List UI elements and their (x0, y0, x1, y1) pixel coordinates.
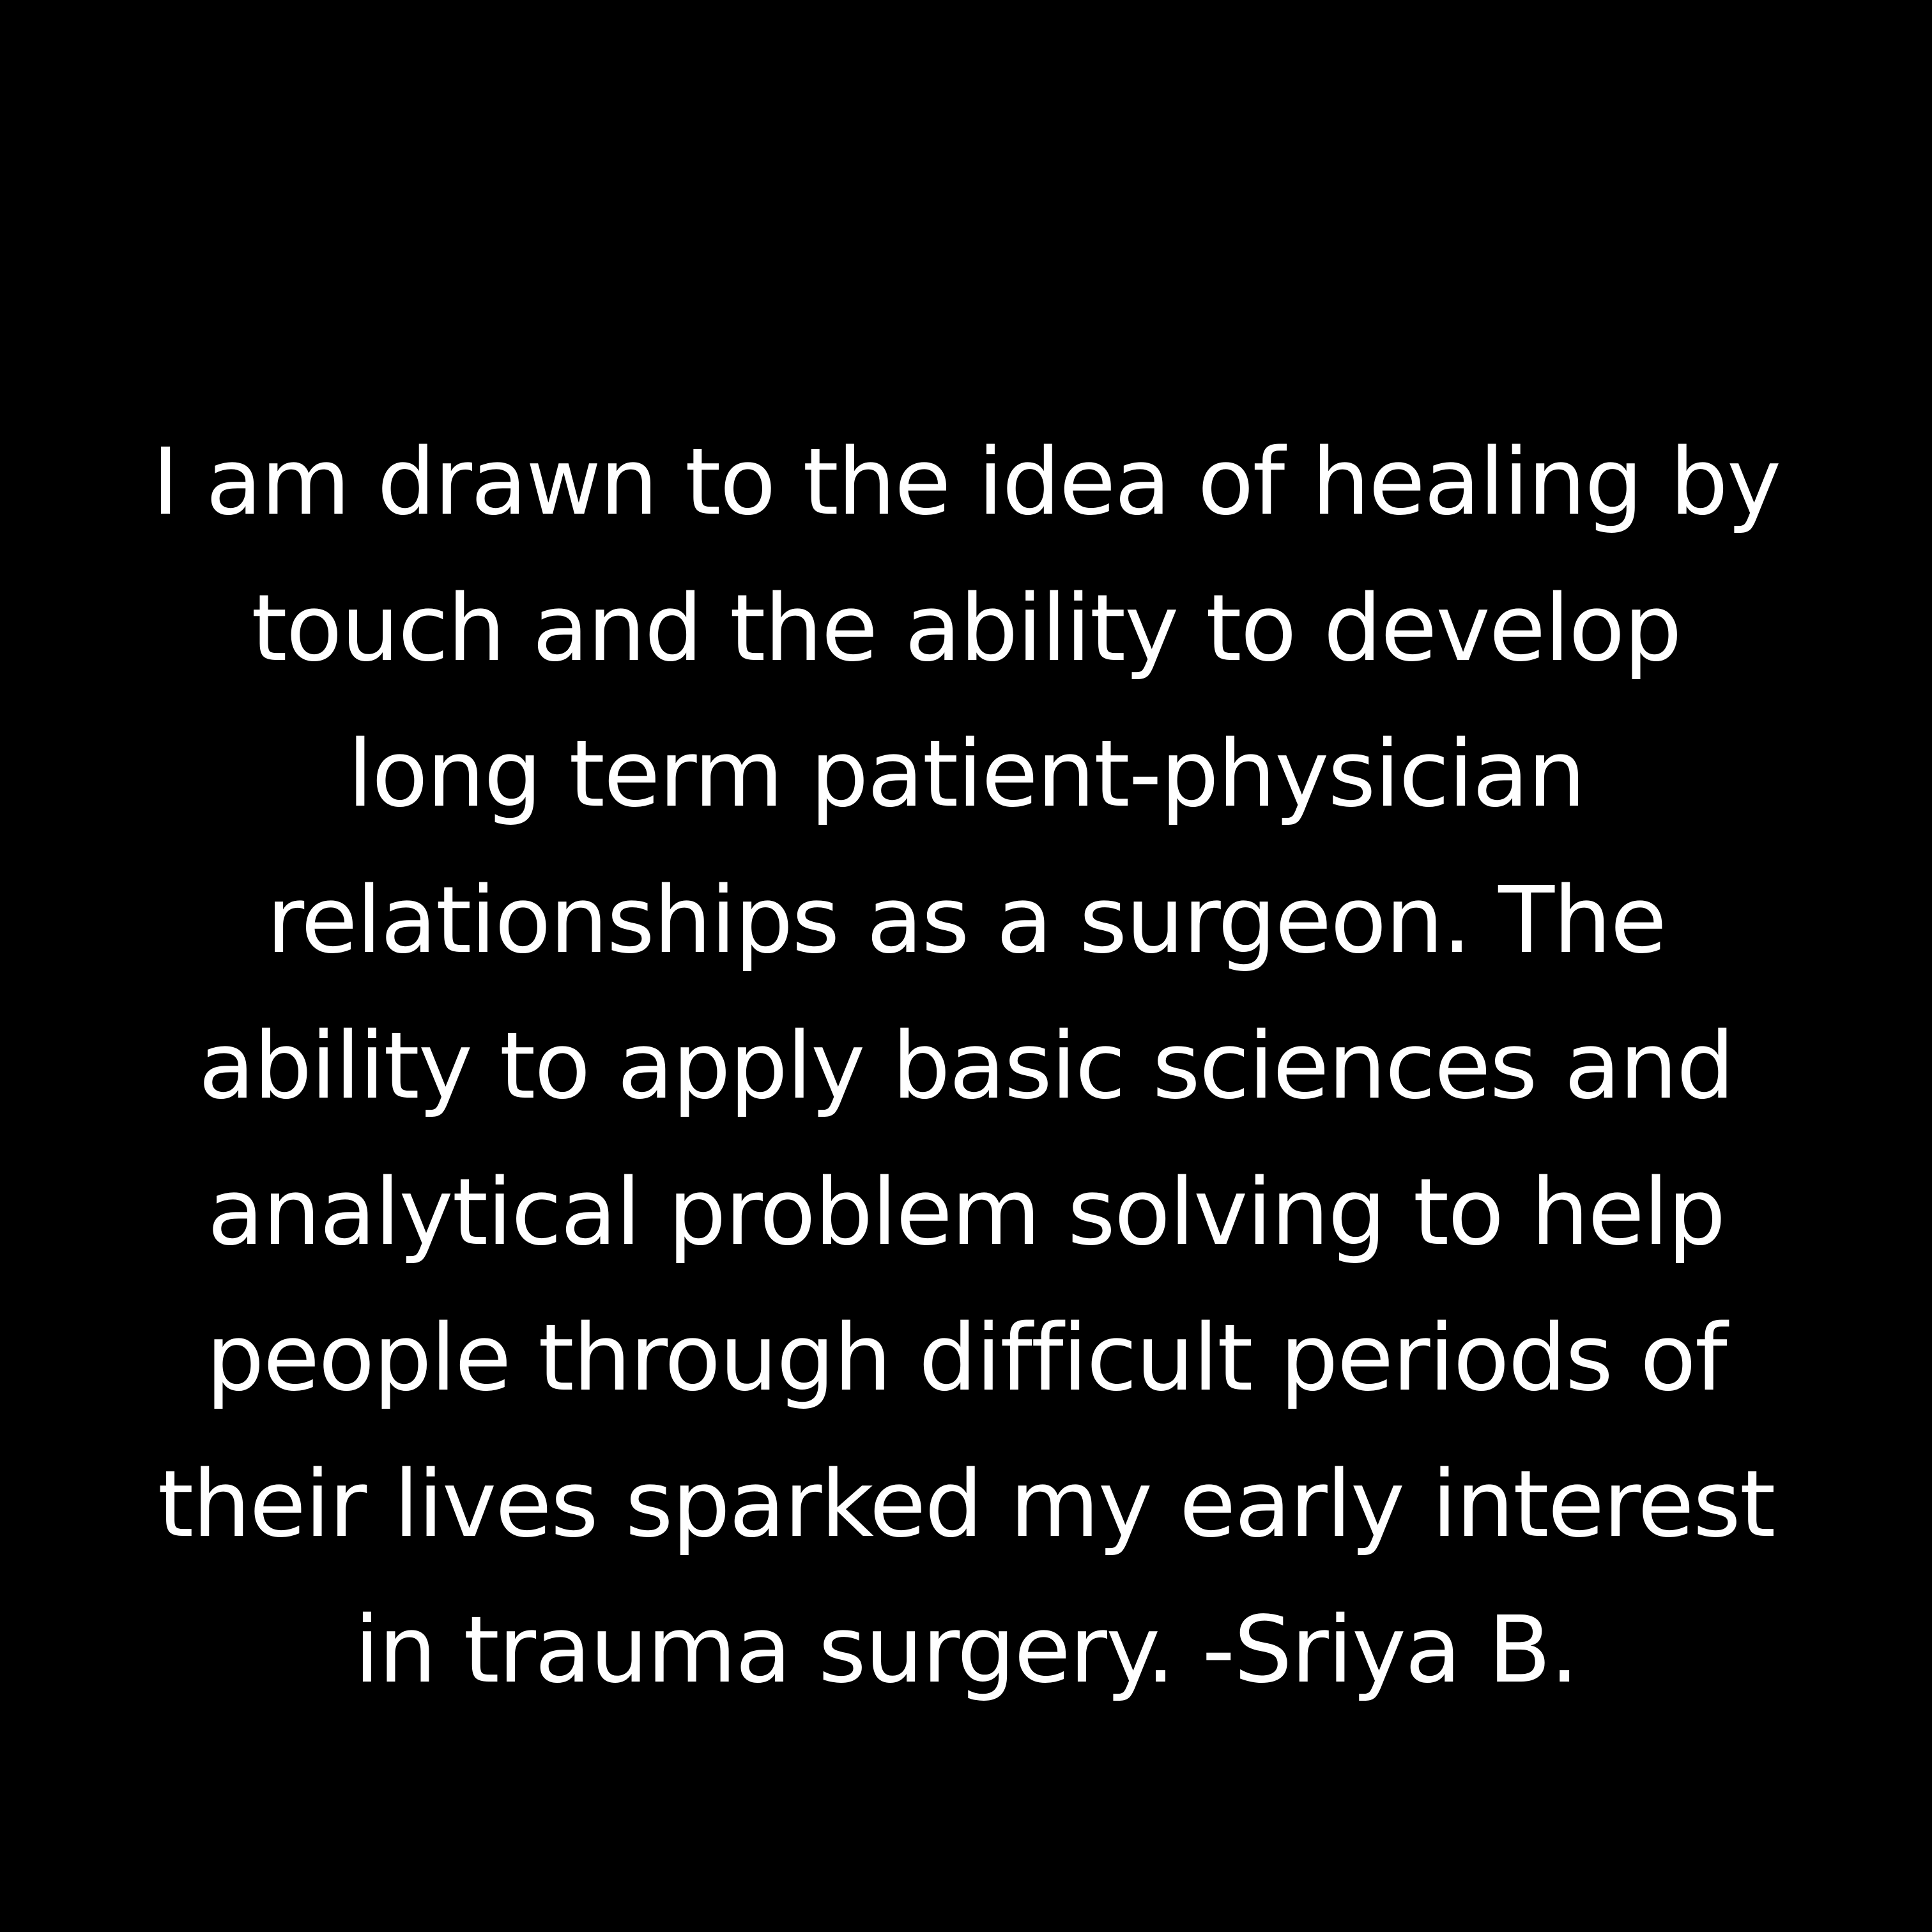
quote-line: ability to apply basic sciences and (198, 1012, 1734, 1119)
quote-line: analytical problem solving to help (207, 1158, 1725, 1266)
quote-line: touch and the ability to develop (251, 574, 1681, 682)
quote-line: people through difficult periods of (206, 1304, 1726, 1411)
quote-line: relationships as a surgeon. The (266, 866, 1666, 974)
quote-line: long term patient-physician (347, 720, 1585, 827)
quote-line: I am drawn to the idea of healing by (151, 428, 1781, 535)
quote-text (0, 409, 1932, 1723)
quote-line: their lives sparked my early interest (157, 1450, 1775, 1558)
quote-line: in trauma surgery. -Sriya B. (354, 1596, 1578, 1703)
